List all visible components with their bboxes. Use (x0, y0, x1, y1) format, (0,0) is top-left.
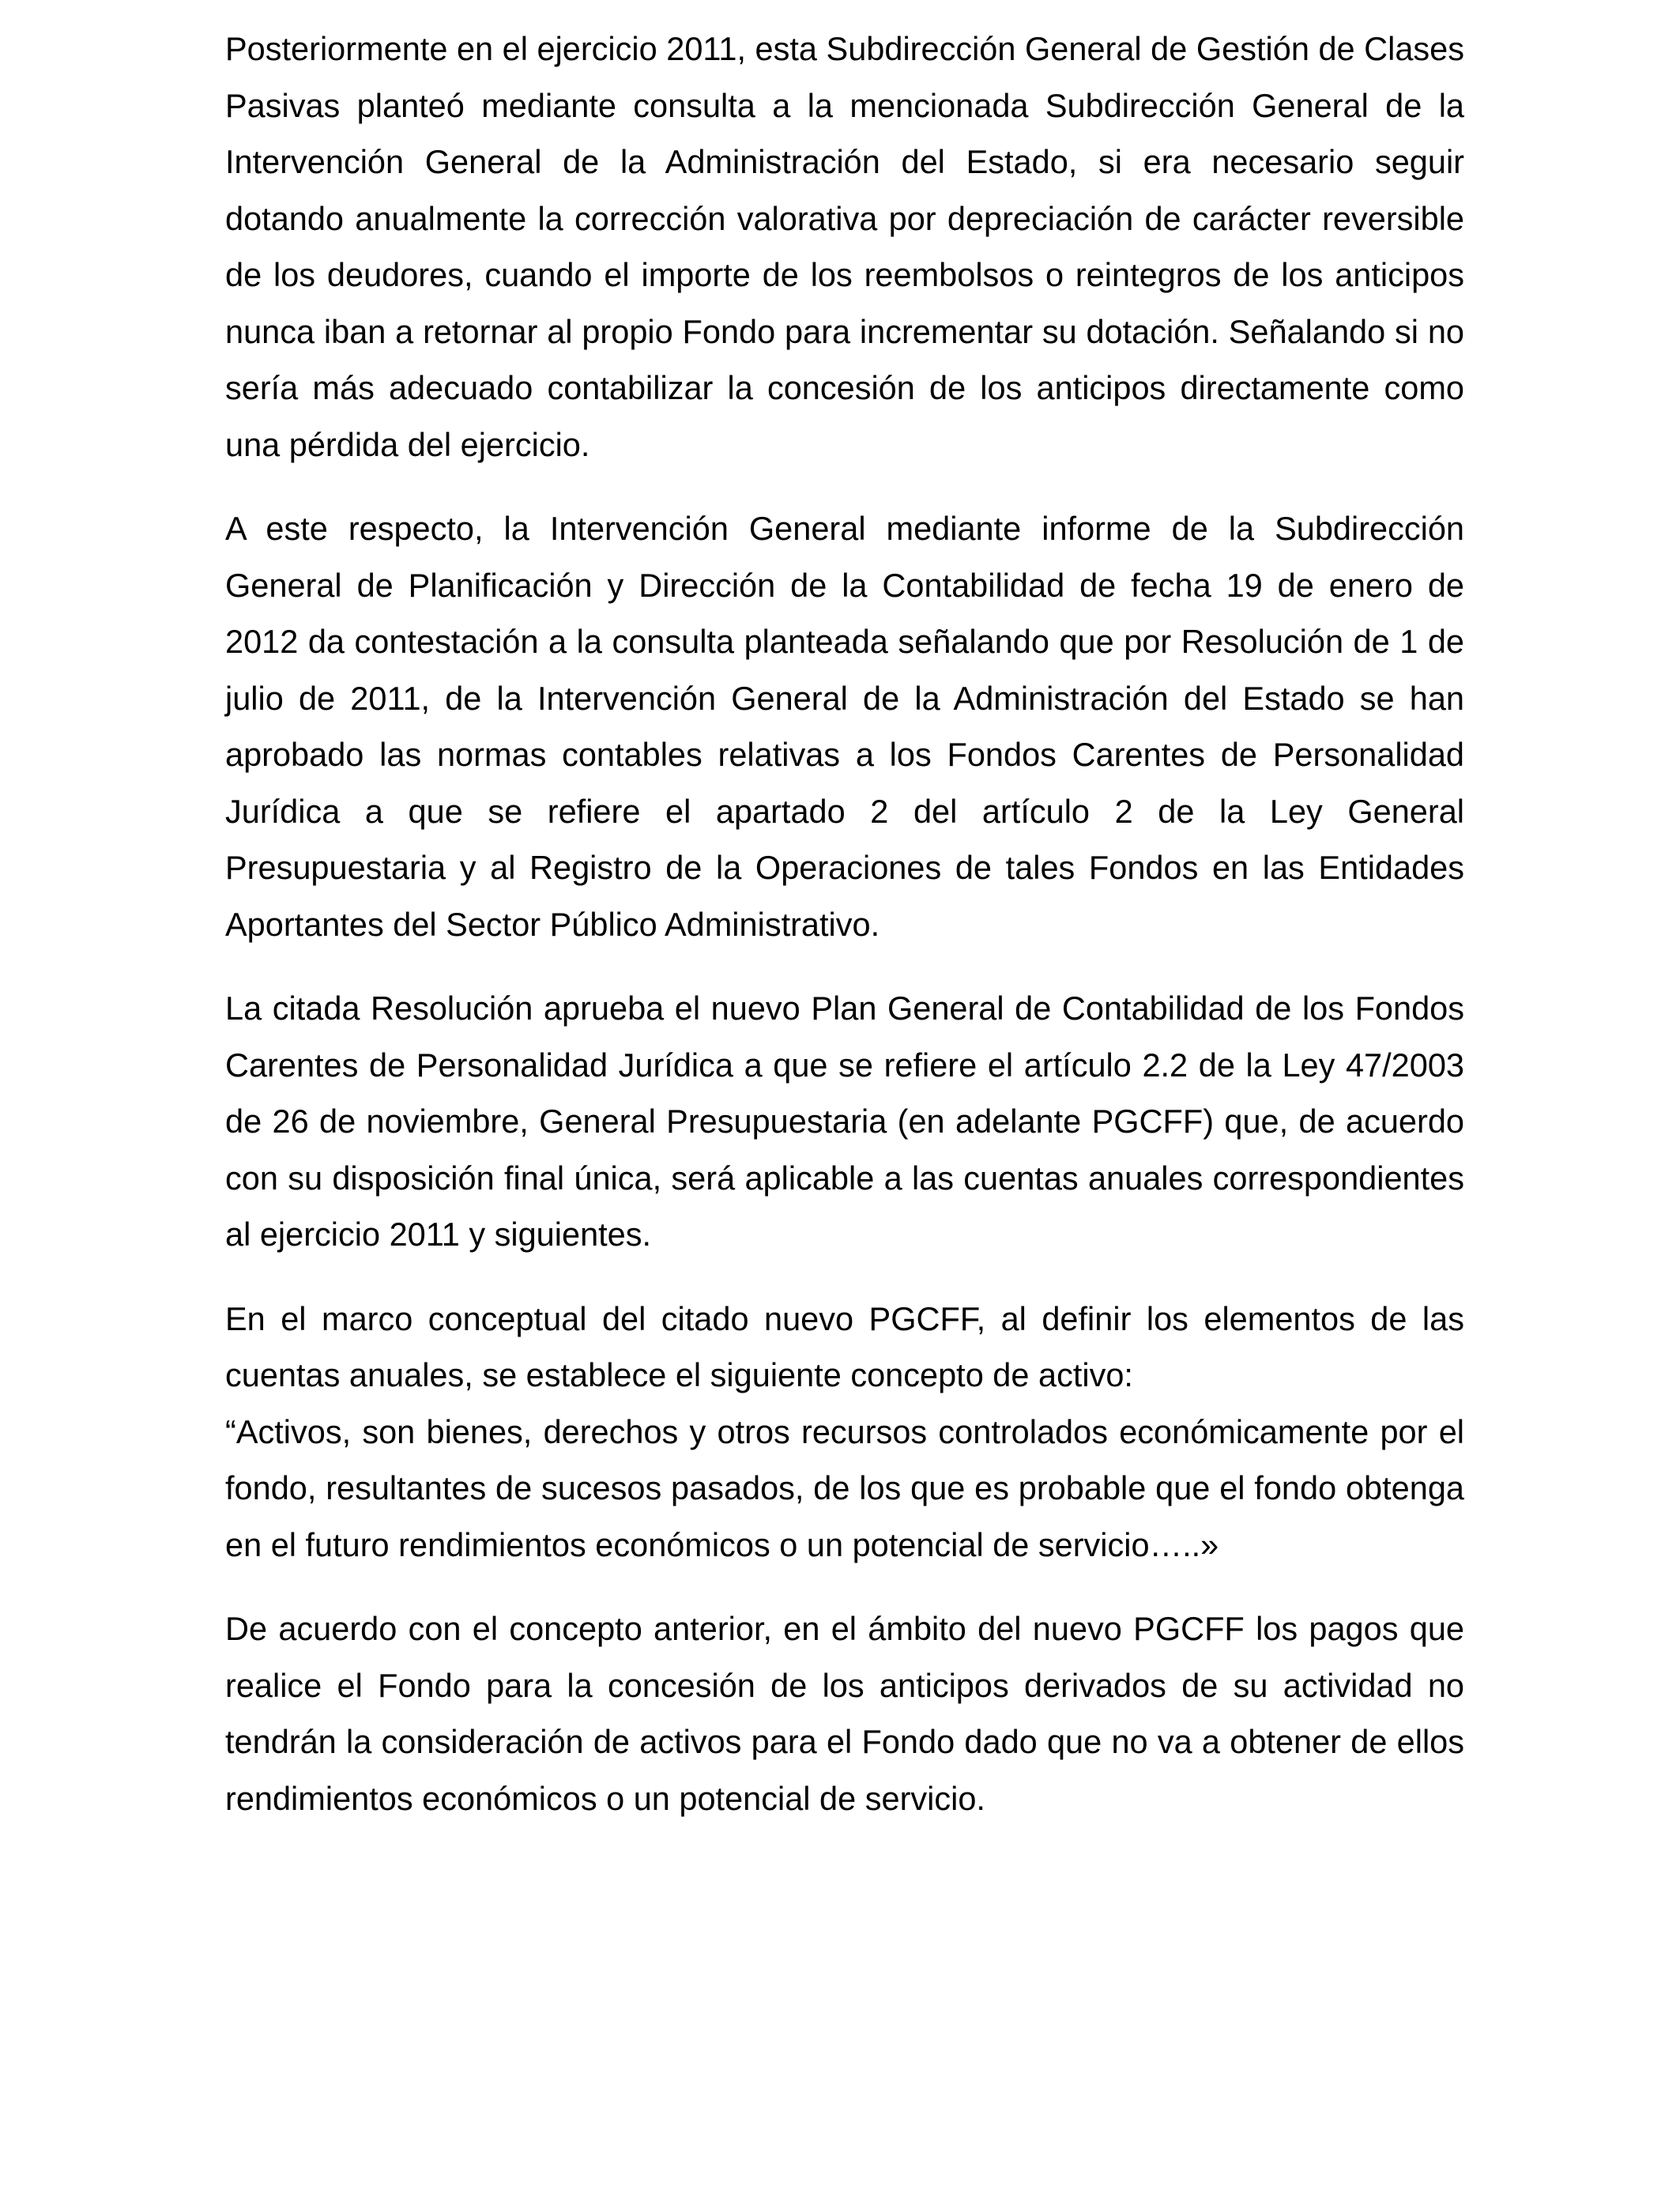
paragraph-marco-conceptual: En el marco conceptual del citado nuevo PGCFF, al definir los elementos de las cuentas anuales, se establece el siguiente concepto de activo: (225, 1299, 1464, 1393)
quote-definicion-activos: “Activos, son bienes, derechos y otros recursos controlados económicamente por el fondo, resultantes de sucesos pasados, de los que es probable que el fondo obtenga en el futuro rendimientos económicos o un potencial de servicio…..» (225, 1412, 1464, 1563)
document-body (225, 21, 1464, 1826)
paragraph-respuesta-intervencion: A este respecto, la Intervención General mediante informe de la Subdirección General de Planificación y Dirección de la Contabilidad de fecha 19 de enero de 2012 da contestación a la consulta planteada señalando que por Resolución de 1 de julio de 2011, de la Intervención General de la Administración del Estado se han aprobado las normas contables relativas a los Fondos Carentes de Personalidad Jurídica a que se refiere el apartado 2 del artículo 2 de la Ley General Presupuestaria y al Registro de la Operaciones de tales Fondos en las Entidades Aportantes del Sector Público Administrativo. (225, 510, 1464, 943)
paragraph-resolucion-pgcff: La citada Resolución aprueba el nuevo Plan General de Contabilidad de los Fondos Carentes de Personalidad Jurídica a que se refiere el artículo 2.2 de la Ley 47/2003 de 26 de noviembre, General Presupuestaria (en adelante PGCFF) que, de acuerdo con su disposición final única, será aplicable a las cuentas anuales correspondientes al ejercicio 2011 y siguientes. (225, 990, 1464, 1253)
paragraph-conclusion: De acuerdo con el concepto anterior, en el ámbito del nuevo PGCFF los pagos que realice el Fondo para la concesión de los anticipos derivados de su actividad no tendrán la consideración de activos para el Fondo dado que no va a obtener de ellos rendimientos económicos o un potencial de servicio. (225, 1610, 1464, 1817)
paragraph-consulta-2011: Posteriormente en el ejercicio 2011, esta Subdirección General de Gestión de Clases Pasivas planteó mediante consulta a la mencionada Subdirección General de la Intervención General de la Administración del Estado, si era necesario seguir dotando anualmente la corrección valorativa por depreciación de carácter reversible de los deudores, cuando el importe de los reembolsos o reintegros de los anticipos nunca iban a retornar al propio Fondo para incrementar su dotación. Señalando si no sería más adecuado contabilizar la concesión de los anticipos directamente como una pérdida del ejercicio. (225, 30, 1464, 463)
